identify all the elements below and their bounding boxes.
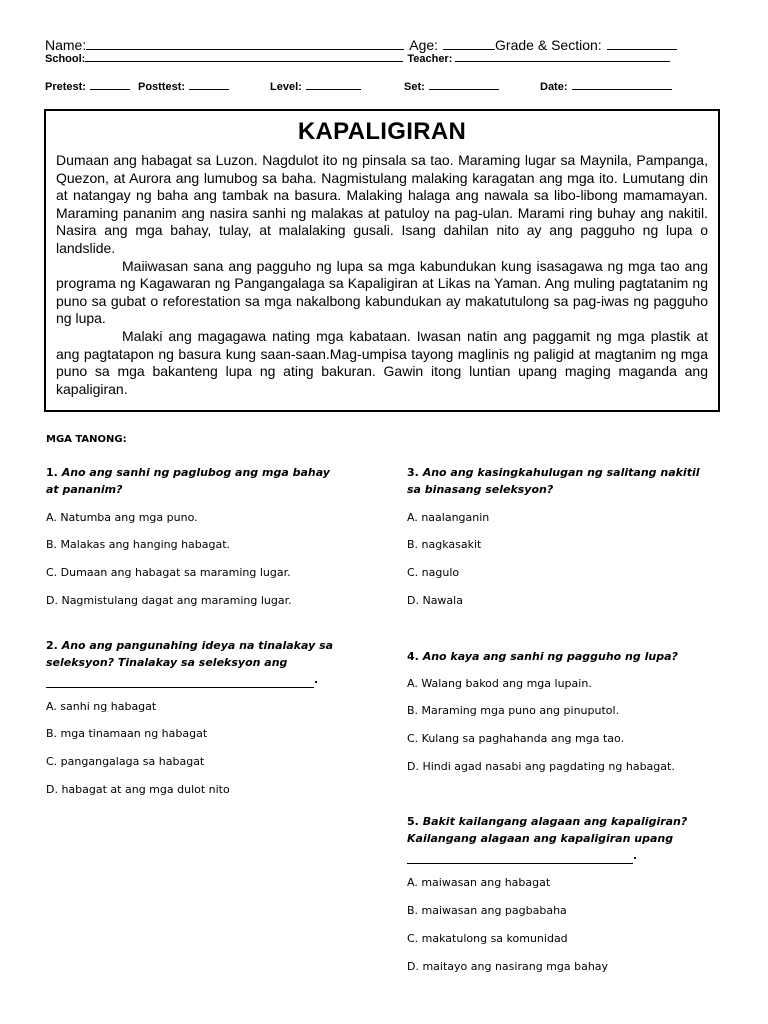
choice-d[interactable]: D. Nagmistulang dagat ang maraming lugar. [46, 594, 292, 607]
question-number: 5. [407, 815, 419, 828]
choice-c[interactable]: C. makatulong sa komunidad [407, 932, 568, 945]
choice-b[interactable]: B. mga tinamaan ng habagat [46, 727, 208, 740]
school-info-row [45, 53, 670, 65]
question-text-line: Bakit kailangang alagaan ang kapaligiran? [422, 815, 688, 828]
student-info-row [45, 37, 677, 53]
passage-paragraph-1: Dumaan ang habagat sa Luzon. Nagdulot ito ng pinsala sa tao. Maraming lugar sa Maynila, Pampanga, Quezon, at Aurora ang lumubog sa baha. Nagmistulang malaking karagatan ang mga ito. Lumutang din at natangay ng baha ang tambak na basura. Malaking halaga ang nawala sa libo-libong mamamayan. Maraming pananim ang nasira sanhi ng malakas at patuloy na pag-ulan. Marami ring buhay ang nakitil. Nasira ang mga bahay, tulay, at malalaking gusali. Isang dahilan nito ay ang pagguho ng lupa o landslide. [56, 152, 708, 256]
questions-heading: MGA TANONG: [46, 434, 127, 445]
passage-paragraph-3: Malaki ang magagawa nating mga kabataan. Iwasan natin ang paggamit ng mga plastik at ang pagtatapon ng basura kung saan-saan.Mag-umpisa tayong maglinis ng paligid at magtanim ng mga puno sa mga bakanteng lupa ng ating bakuran. Gawin itong luntian upang maging maganda ang kapaligiran. [56, 327, 708, 397]
grade-section-label: Grade & Section: [495, 37, 602, 53]
choice-a[interactable]: A. Walang bakod ang mga lupain. [407, 677, 592, 690]
question-text-line: Ano ang kasingkahulugan ng salitang nakitil [422, 466, 700, 479]
question-2-stem [46, 637, 376, 688]
school-field[interactable] [85, 61, 403, 62]
posttest-field[interactable] [189, 89, 229, 90]
question-number: 2. [46, 639, 58, 652]
posttest-label: Posttest: [138, 81, 186, 93]
question-1 [46, 464, 376, 614]
question-number: 4. [407, 650, 419, 663]
choice-d[interactable]: D. Nawala [407, 594, 463, 607]
passage-title: KAPALIGIRAN [297, 118, 467, 145]
choice-c[interactable]: C. Dumaan ang habagat sa maraming lugar. [46, 566, 291, 579]
choice-b[interactable]: B. Malakas ang hanging habagat. [46, 538, 231, 551]
passage-paragraph-2: Maiiwasan sana ang pagguho ng lupa sa mga kabundukan kung isasagawa ng mga tao ang programa ng Kagawaran ng Pangangalaga sa Kapaligiran at Likas na Yaman. Ang muling pagtatanim ng puno sa gubat o reforestation sa mga nakalbong kabundukan ay makatutulong sa pag-iwas ng pagguho ng lupa. [56, 257, 708, 327]
pretest-label: Pretest: [45, 81, 86, 93]
blank-period: . [633, 849, 638, 862]
question-3 [407, 464, 737, 614]
question-5-stem [407, 813, 737, 864]
question-text-line: Kailangang alagaan ang kapaligiran upang [407, 832, 674, 845]
teacher-field[interactable] [455, 61, 670, 62]
choice-d[interactable]: D. Hindi agad nasabi ang pagdating ng habagat. [407, 760, 675, 773]
grade-section-field[interactable] [607, 49, 677, 50]
question-text-line: sa binasang seleksyon? [407, 483, 554, 496]
name-field[interactable] [86, 49, 404, 50]
question-text-line: Ano kaya ang sanhi ng pagguho ng lupa? [422, 650, 678, 663]
question-text-line: at pananim? [46, 483, 123, 496]
school-label: School: [45, 53, 86, 65]
choice-b[interactable]: B. nagkasakit [407, 538, 482, 551]
age-field[interactable] [443, 49, 495, 50]
question-4-stem [407, 648, 737, 665]
test-info-row [45, 81, 672, 93]
choice-c[interactable]: C. pangangalaga sa habagat [46, 755, 205, 768]
choice-a[interactable]: A. naalanganin [407, 511, 490, 524]
pretest-field[interactable] [90, 89, 130, 90]
reading-passage-box [44, 109, 720, 412]
blank-period: . [314, 673, 319, 686]
answer-blank[interactable] [407, 853, 633, 864]
level-label: Level: [270, 81, 302, 93]
question-text-line: seleksyon? Tinalakay sa seleksyon ang [46, 656, 288, 669]
choice-c[interactable]: C. nagulo [407, 566, 460, 579]
choice-b[interactable]: B. Maraming mga puno ang pinuputol. [407, 704, 620, 717]
choice-d[interactable]: D. habagat at ang mga dulot nito [46, 783, 230, 796]
choice-b[interactable]: B. maiwasan ang pagbabaha [407, 904, 567, 917]
question-4 [407, 648, 737, 778]
question-1-stem [46, 464, 376, 498]
question-5 [407, 813, 737, 983]
choice-c[interactable]: C. Kulang sa paghahanda ang mga tao. [407, 732, 625, 745]
question-text-line: Ano ang sanhi ng paglubog ang mga bahay [61, 466, 330, 479]
question-3-stem [407, 464, 737, 498]
choice-a[interactable]: A. maiwasan ang habagat [407, 876, 551, 889]
choice-a[interactable]: A. sanhi ng habagat [46, 700, 157, 713]
question-2 [46, 637, 376, 802]
set-field[interactable] [429, 89, 499, 90]
choice-a[interactable]: A. Natumba ang mga puno. [46, 511, 198, 524]
question-number: 1. [46, 466, 58, 479]
name-label: Name: [45, 37, 87, 53]
age-label: Age: [409, 37, 439, 53]
question-text-line: Ano ang pangunahing ideya na tinalakay sa [61, 639, 334, 652]
level-field[interactable] [306, 89, 361, 90]
date-field[interactable] [572, 89, 672, 90]
date-label: Date: [540, 81, 568, 93]
choice-d[interactable]: D. maitayo ang nasirang mga bahay [407, 960, 609, 973]
set-label: Set: [404, 81, 425, 93]
teacher-label: Teacher: [407, 53, 453, 65]
answer-blank[interactable] [46, 677, 314, 688]
question-number: 3. [407, 466, 419, 479]
